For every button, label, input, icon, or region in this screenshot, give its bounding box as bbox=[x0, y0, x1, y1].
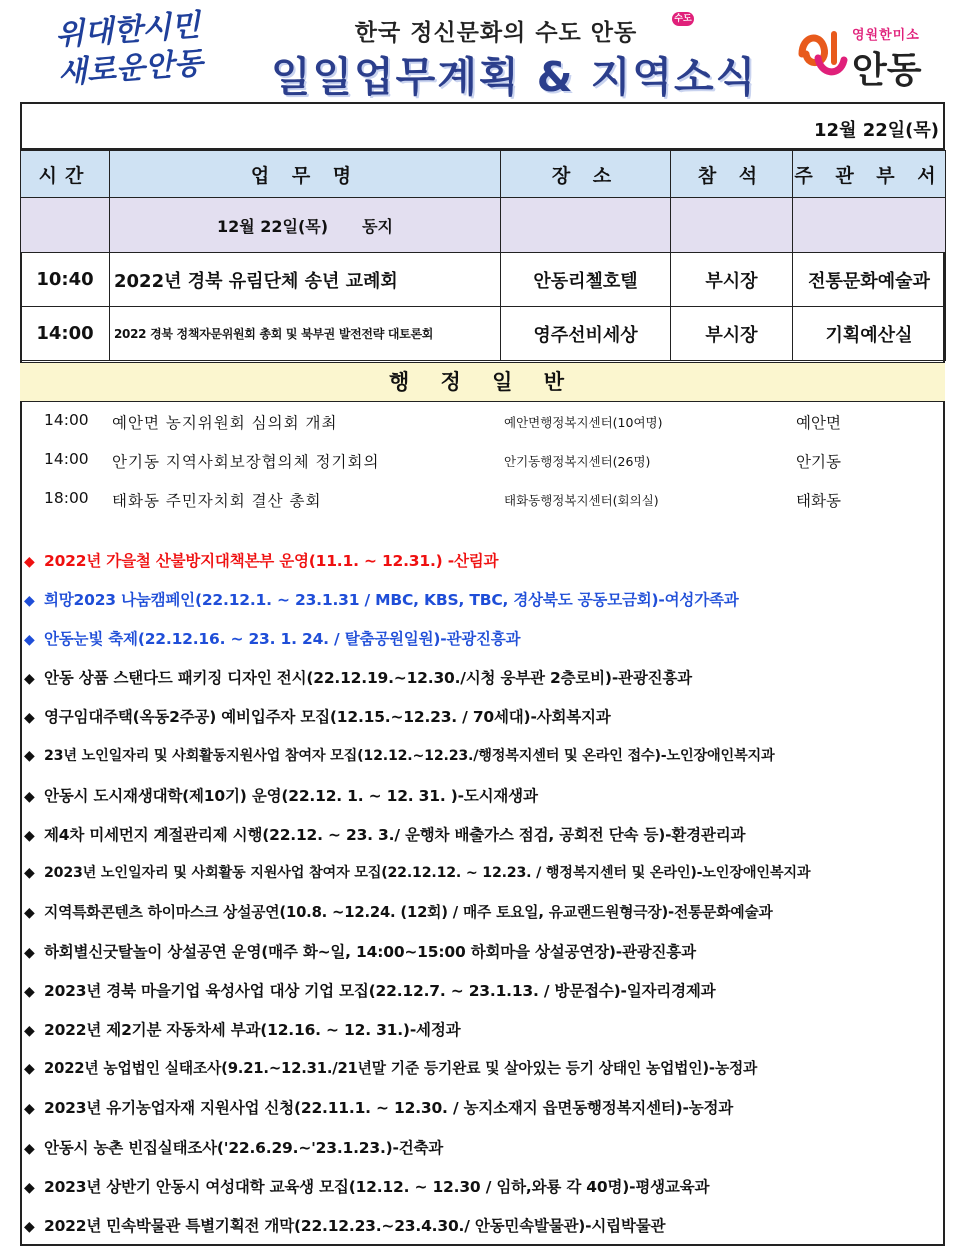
notice-text: 2022년 민속박물관 특별기획전 개막(22.12.23.~23.4.30./ 안동민속발물관)-시립박물관 bbox=[44, 1216, 666, 1235]
logo-city-name: 안동 bbox=[852, 50, 922, 91]
date-row-cell bbox=[671, 198, 793, 253]
event-time: 14:00 bbox=[21, 307, 110, 361]
notice-text: 2022년 가을철 산불방지대책본부 운영(11.1. ~ 12.31.) -산림과 bbox=[44, 552, 499, 570]
diamond-bullet-icon: ◆ bbox=[24, 1179, 35, 1196]
event-dept: 전통문화예술과 bbox=[793, 253, 946, 307]
smile-logo-icon bbox=[794, 24, 850, 84]
col-header-attendee: 참 석 bbox=[671, 151, 793, 198]
event-time: 10:40 bbox=[21, 253, 110, 307]
diamond-bullet-icon: ◆ bbox=[24, 1218, 35, 1235]
notice-text: 2022년 농업법인 실태조사(9.21.~12.31./21년말 기준 등기완료 및 살아있는 등기 상태인 농업법인)-농정과 bbox=[44, 1060, 758, 1078]
diamond-bullet-icon: ◆ bbox=[24, 1101, 35, 1118]
notice-text: 제4차 미세먼지 계절관리제 시행(22.12. ~ 23. 3./ 운행차 배출가스 점검, 공회전 단속 등)-환경관리과 bbox=[44, 825, 746, 844]
col-header-dept: 주 관 부 서 bbox=[793, 151, 946, 198]
event-place: 영주선비세상 bbox=[501, 307, 671, 361]
admin-name: 안기동 지역사회보장협의체 정기회의 bbox=[112, 453, 380, 471]
notice-text: 지역특화콘텐츠 하이마스크 상설공연(10.8. ~12.24. (12회) / 매주 토요일, 유교랜드원형극장)-전통문화예술과 bbox=[44, 903, 773, 921]
notice-text: 희망2023 나눔캠페인(22.12.1. ~ 23.1.31 / MBC, KBS, TBC, 경상북도 공동모금회)-여성가족과 bbox=[44, 591, 739, 610]
event-task: 2022 경북 정책자문위원회 총회 및 북부권 발전전략 대토론회 bbox=[110, 307, 501, 361]
date-row-cell bbox=[21, 198, 110, 253]
notice-text: 2022년 제2기분 자동차세 부과(12.16. ~ 12. 31.)-세정과 bbox=[44, 1021, 461, 1040]
admin-time: 14:00 bbox=[44, 411, 89, 429]
diamond-bullet-icon: ◆ bbox=[24, 864, 35, 881]
table-row bbox=[21, 307, 946, 361]
notice-item bbox=[24, 1214, 945, 1244]
admin-section-title: 행 정 일 반 bbox=[20, 362, 945, 402]
schedule-date-row bbox=[21, 198, 946, 253]
notice-item bbox=[24, 666, 945, 696]
slogan-line: 새로운안동 bbox=[56, 45, 204, 91]
list-item bbox=[20, 484, 945, 514]
event-attendee: 부시장 bbox=[671, 307, 793, 361]
diamond-bullet-icon: ◆ bbox=[24, 1023, 35, 1040]
admin-place: 태화동행정복지센터(회의실) bbox=[504, 493, 659, 508]
diamond-bullet-icon: ◆ bbox=[24, 554, 35, 570]
header-subtitle: 한국 정신문화의 수도 안동 bbox=[354, 20, 638, 46]
admin-name: 태화동 주민자치회 결산 총회 bbox=[112, 492, 322, 510]
page-title: 일일업무계획 & 지역소식 bbox=[270, 53, 758, 101]
diamond-bullet-icon: ◆ bbox=[24, 904, 35, 921]
notice-text: 2023년 상반기 안동시 여성대학 교육생 모집(12.12. ~ 12.30 / 임하,와룡 각 40명)-평생교육과 bbox=[44, 1177, 710, 1196]
notice-item bbox=[24, 940, 945, 970]
col-header-place: 장 소 bbox=[501, 151, 671, 198]
diamond-bullet-icon: ◆ bbox=[24, 593, 35, 610]
admin-place: 예안면행정복지센터(10여명) bbox=[504, 415, 663, 430]
diamond-bullet-icon: ◆ bbox=[24, 788, 35, 805]
admin-name: 예안면 농지위원회 심의회 개최 bbox=[112, 414, 338, 432]
event-task: 2022년 경북 유림단체 송년 교례회 bbox=[110, 253, 501, 307]
diamond-bullet-icon: ◆ bbox=[24, 984, 35, 1001]
notice-item bbox=[24, 823, 945, 853]
diamond-bullet-icon: ◆ bbox=[24, 632, 35, 649]
admin-place: 안기동행정복지센터(26명) bbox=[504, 454, 651, 469]
slogan-logo bbox=[32, 5, 227, 94]
date-row-cell bbox=[501, 198, 671, 253]
city-logo bbox=[794, 18, 942, 98]
diamond-bullet-icon: ◆ bbox=[24, 945, 35, 961]
notice-item bbox=[24, 1018, 945, 1048]
diamond-bullet-icon: ◆ bbox=[24, 1140, 35, 1157]
notice-item bbox=[24, 588, 945, 618]
schedule-date: 12월 22일(목) bbox=[216, 216, 329, 236]
schedule-header-row bbox=[21, 151, 946, 198]
admin-dept: 태화동 bbox=[796, 492, 841, 510]
notice-item bbox=[24, 745, 945, 775]
notice-item bbox=[24, 705, 945, 735]
notice-text: 2023년 노인일자리 및 사회활동 지원사업 참여자 모집(22.12.12. ~ 12.23. / 행정복지센터 및 온라인)-노인장애인복지과 bbox=[44, 864, 811, 881]
notice-text: 안동시 농촌 빈집실태조사('22.6.29.~'23.1.23.)-건축과 bbox=[44, 1138, 444, 1157]
notice-text: 하회별신굿탈놀이 상설공연 운영(매주 화~일, 14:00~15:00 하회마을 상설공연장)-관광진흥과 bbox=[44, 943, 696, 961]
solar-term: 동지 bbox=[362, 216, 394, 236]
diamond-bullet-icon: ◆ bbox=[24, 710, 35, 727]
notice-item bbox=[24, 1175, 945, 1205]
notice-text: 안동시 도시재생대학(제10기) 운영(22.12. 1. ~ 12. 31. )-도시재생과 bbox=[44, 786, 538, 805]
event-place: 안동리첼호텔 bbox=[501, 253, 671, 307]
notice-text: 23년 노인일자리 및 사회활동지원사업 참여자 모집(12.12.~12.23./행정복지센터 및 온라인 접수)-노인장애인복지과 bbox=[44, 747, 775, 764]
notice-item bbox=[24, 1096, 945, 1126]
date-row bbox=[20, 104, 945, 150]
slogan-line: 위대한시민 bbox=[54, 8, 202, 54]
notice-item bbox=[24, 979, 945, 1009]
report-date: 12월 22일(목) bbox=[814, 120, 939, 141]
notice-item bbox=[24, 1057, 945, 1087]
notice-item bbox=[24, 901, 945, 931]
notice-text: 2023년 유기농업자재 지원사업 신청(22.11.1. ~ 12.30. / 농지소재지 읍면동행정복지센터)-농정과 bbox=[44, 1099, 734, 1118]
header-banner bbox=[20, 4, 945, 104]
logo-tagline: 영원한미소 bbox=[852, 28, 920, 43]
admin-time: 14:00 bbox=[44, 450, 89, 468]
notice-text: 2023년 경북 마을기업 육성사업 대상 기업 모집(22.12.7. ~ 23.1.13. / 방문접수)-일자리경제과 bbox=[44, 982, 716, 1001]
diamond-bullet-icon: ◆ bbox=[24, 827, 35, 844]
diamond-bullet-icon: ◆ bbox=[24, 747, 35, 764]
admin-dept: 예안면 bbox=[796, 414, 841, 432]
notice-item bbox=[24, 549, 945, 579]
notice-text: 영구임대주택(옥동2주공) 예비입주자 모집(12.15.~12.23. / 70세대)-사회복지과 bbox=[44, 708, 611, 727]
notice-text: 안동눈빛 축제(22.12.16. ~ 23. 1. 24. / 탈춤공원일원)-관광진흥과 bbox=[44, 630, 521, 649]
schedule-table bbox=[20, 150, 946, 361]
notice-item bbox=[24, 627, 945, 657]
notice-item bbox=[24, 1136, 945, 1166]
diamond-bullet-icon: ◆ bbox=[24, 671, 35, 688]
date-row-cell bbox=[793, 198, 946, 253]
list-item bbox=[20, 445, 945, 475]
date-row-label bbox=[110, 198, 501, 253]
admin-dept: 안기동 bbox=[796, 453, 841, 471]
col-header-time: 시간 bbox=[21, 151, 110, 198]
event-dept: 기획예산실 bbox=[793, 307, 946, 361]
subtitle-badge: 수도 bbox=[672, 12, 694, 26]
table-row bbox=[21, 253, 946, 307]
col-header-task: 업 무 명 bbox=[110, 151, 501, 198]
notice-item bbox=[24, 784, 945, 814]
list-item bbox=[20, 406, 945, 436]
admin-time: 18:00 bbox=[44, 489, 89, 507]
notice-text: 안동 상품 스탠다드 패키징 디자인 전시(22.12.19.~12.30./시청 웅부관 2층로비)-관광진흥과 bbox=[44, 669, 692, 688]
event-attendee: 부시장 bbox=[671, 253, 793, 307]
diamond-bullet-icon: ◆ bbox=[24, 1061, 35, 1078]
notice-item bbox=[24, 862, 945, 892]
